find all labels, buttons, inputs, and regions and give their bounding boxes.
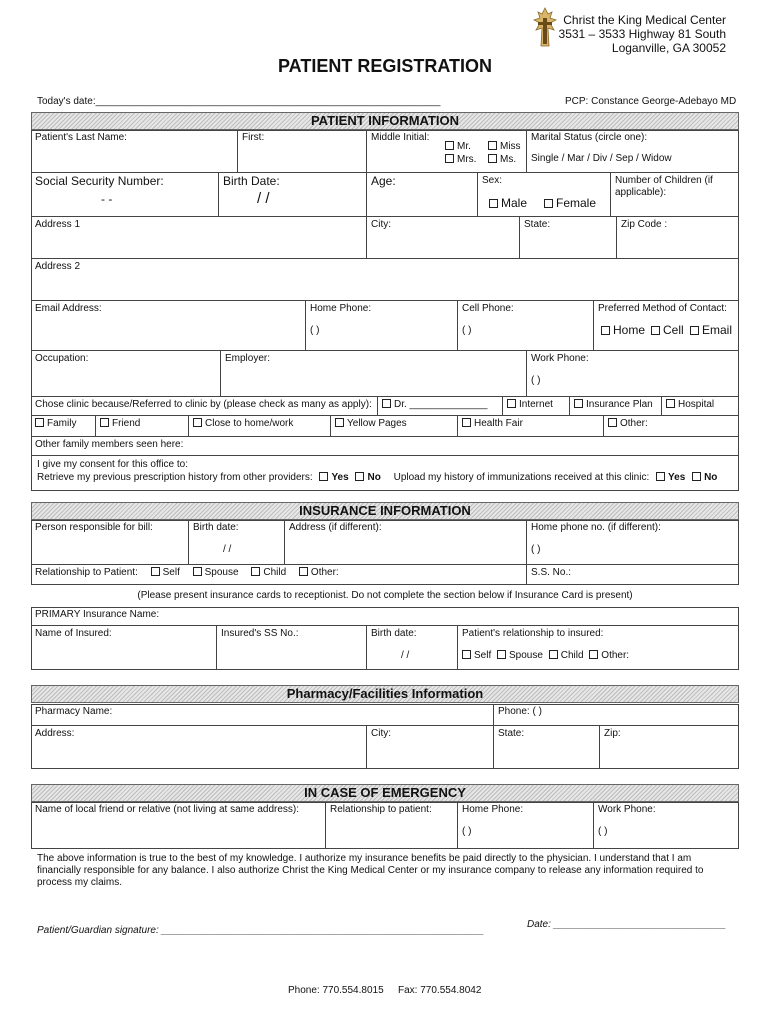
mrs-checkbox[interactable]: Mrs. bbox=[445, 154, 476, 165]
org-name: Christ the King Medical Center bbox=[563, 13, 726, 27]
home-phone-paren: ( ) bbox=[310, 325, 320, 336]
footer-fax: Fax: 770.554.8042 bbox=[398, 985, 482, 996]
ins-child-checkbox[interactable]: Child bbox=[549, 650, 584, 661]
emergency-home-phone-field[interactable] bbox=[458, 802, 594, 849]
checkbox-icon bbox=[497, 650, 506, 659]
checkbox-icon bbox=[193, 418, 202, 427]
referral-friend-checkbox[interactable]: Friend bbox=[96, 416, 189, 437]
emergency-work-phone-field[interactable] bbox=[594, 802, 739, 849]
ins-birth-date-label: Birth date: bbox=[193, 522, 239, 533]
state-field[interactable]: State: bbox=[520, 217, 617, 259]
ins-birth-date-field[interactable] bbox=[189, 520, 285, 565]
patient-info-heading: PATIENT INFORMATION bbox=[31, 112, 739, 130]
address1-field[interactable]: Address 1 bbox=[31, 217, 367, 259]
ins-other-checkbox[interactable]: Other: bbox=[589, 650, 629, 661]
emergency-name-field[interactable]: Name of local friend or relative (not living at same address): bbox=[31, 802, 326, 849]
upload-yes-checkbox[interactable]: Yes bbox=[656, 472, 685, 483]
middle-initial-field[interactable]: Middle Initial: bbox=[367, 130, 527, 173]
occupation-field[interactable]: Occupation: bbox=[31, 351, 221, 397]
mr-checkbox[interactable]: Mr. bbox=[445, 141, 471, 152]
referral-internet-checkbox[interactable]: Internet bbox=[503, 397, 570, 416]
checkbox-icon bbox=[193, 567, 202, 576]
referral-dr-checkbox[interactable]: Dr. ______________ bbox=[378, 397, 503, 416]
form-title: PATIENT REGISTRATION bbox=[278, 56, 492, 76]
female-checkbox[interactable]: Female bbox=[544, 196, 596, 210]
contact-cell-checkbox[interactable]: Cell bbox=[651, 323, 684, 337]
checkbox-icon bbox=[589, 650, 598, 659]
sex-field[interactable] bbox=[478, 173, 611, 217]
ins-self-checkbox[interactable]: Self bbox=[462, 650, 491, 661]
org-city: Loganville, GA 30052 bbox=[611, 41, 726, 55]
ins-home-phone-paren: ( ) bbox=[531, 544, 541, 555]
emergency-home-phone-paren: ( ) bbox=[462, 826, 472, 837]
pcp-label: PCP: Constance George-Adebayo MD bbox=[565, 96, 737, 107]
consent-prescription bbox=[37, 472, 717, 483]
checkbox-icon bbox=[319, 472, 328, 481]
cell-phone-label: Cell Phone: bbox=[462, 303, 514, 314]
checkbox-icon bbox=[488, 154, 497, 163]
footer-phone: Phone: 770.554.8015 bbox=[288, 985, 384, 996]
insured-birth-date-field[interactable] bbox=[367, 626, 458, 670]
checkbox-icon bbox=[445, 154, 454, 163]
checkbox-icon bbox=[692, 472, 701, 481]
emergency-work-phone-label: Work Phone: bbox=[598, 804, 656, 815]
checkbox-icon bbox=[355, 472, 364, 481]
ms-checkbox[interactable]: Ms. bbox=[488, 154, 516, 165]
ins-home-phone-field[interactable] bbox=[527, 520, 739, 565]
miss-checkbox[interactable]: Miss bbox=[488, 141, 521, 152]
primary-insurance-name-field[interactable]: PRIMARY Insurance Name: bbox=[31, 607, 739, 626]
insured-birth-date-label: Birth date: bbox=[371, 628, 417, 639]
name-insured-field[interactable]: Name of Insured: bbox=[31, 626, 217, 670]
zip-field[interactable]: Zip Code : bbox=[617, 217, 739, 259]
marital-options[interactable]: Single / Mar / Div / Sep / Widow bbox=[531, 153, 672, 164]
last-name-field[interactable]: Patient's Last Name: bbox=[31, 130, 238, 173]
work-phone-field[interactable] bbox=[527, 351, 739, 397]
age-field[interactable]: Age: bbox=[367, 173, 478, 217]
checkbox-icon bbox=[656, 472, 665, 481]
relationship-insured-field bbox=[458, 626, 739, 670]
emergency-work-phone-paren: ( ) bbox=[598, 826, 608, 837]
ssn-dashes: - - bbox=[101, 192, 113, 206]
cell-phone-field[interactable] bbox=[458, 301, 594, 351]
checkbox-icon bbox=[507, 399, 516, 408]
prescription-no-checkbox[interactable]: No bbox=[355, 472, 380, 483]
birth-date-label: Birth Date: bbox=[223, 174, 280, 188]
checkbox-icon bbox=[488, 141, 497, 150]
first-name-field[interactable]: First: bbox=[238, 130, 367, 173]
pharmacy-name-field[interactable]: Pharmacy Name: bbox=[31, 704, 494, 726]
ssn-field[interactable] bbox=[31, 173, 219, 217]
insurance-note: (Please present insurance cards to receptionist. Do not complete the section below if Insurance Card is present) bbox=[137, 590, 633, 601]
referral-close-checkbox[interactable]: Close to home/work bbox=[189, 416, 331, 437]
checkbox-icon bbox=[608, 418, 617, 427]
todays-date-field[interactable]: Today's date:______________________________________________________________ bbox=[37, 96, 441, 107]
city-field[interactable]: City: bbox=[367, 217, 520, 259]
pharmacy-phone-field[interactable]: Phone: ( ) bbox=[494, 704, 739, 726]
marital-status-field[interactable] bbox=[527, 130, 739, 173]
chose-clinic-label: Chose clinic because/Referred to clinic by (please check as many as apply): bbox=[31, 397, 378, 416]
logo bbox=[528, 6, 562, 50]
checkbox-icon bbox=[251, 567, 260, 576]
ins-home-phone-label: Home phone no. (if different): bbox=[531, 522, 661, 533]
sex-label: Sex: bbox=[482, 175, 503, 186]
other-family-field[interactable]: Other family members seen here: bbox=[31, 437, 739, 456]
home-phone-field[interactable] bbox=[306, 301, 458, 351]
insurance-heading: INSURANCE INFORMATION bbox=[31, 502, 739, 520]
insured-ssn-field[interactable]: Insured's SS No.: bbox=[217, 626, 367, 670]
emergency-home-phone-label: Home Phone: bbox=[462, 804, 524, 815]
authorization-statement: The above information is true to the best of my knowledge. I authorize my insurance benefits be paid directly to the physician. I understand that I am financially responsible for any balance. I also authorize Christ the King Medical Center or my insurance company to release any information required to process my claims. bbox=[37, 853, 704, 888]
ins-ssn-field[interactable]: S.S. No.: bbox=[527, 565, 739, 585]
email-field[interactable]: Email Address: bbox=[31, 301, 306, 351]
signature-field[interactable]: Patient/Guardian signature: __________________________________________________________ bbox=[37, 925, 485, 936]
marital-status-label: Marital Status (circle one): bbox=[531, 132, 648, 143]
employer-field[interactable]: Employer: bbox=[221, 351, 527, 397]
ins-birth-date-slashes: / / bbox=[223, 544, 232, 555]
home-phone-label: Home Phone: bbox=[310, 303, 372, 314]
rel-other-checkbox[interactable]: Other: bbox=[299, 567, 339, 578]
referral-other-checkbox[interactable]: Other: bbox=[604, 416, 739, 437]
emergency-heading: IN CASE OF EMERGENCY bbox=[31, 784, 739, 802]
cell-phone-paren: ( ) bbox=[462, 325, 472, 336]
address2-field[interactable]: Address 2 bbox=[31, 259, 739, 301]
relationship-field bbox=[31, 565, 527, 585]
pharmacy-heading: Pharmacy/Facilities Information bbox=[31, 685, 739, 703]
checkbox-icon bbox=[462, 418, 471, 427]
pharmacy-address-field[interactable]: Address: bbox=[31, 726, 367, 769]
checkbox-icon bbox=[445, 141, 454, 150]
pharmacy-state-field[interactable]: State: bbox=[494, 726, 600, 769]
responsible-field[interactable]: Person responsible for bill: bbox=[31, 520, 189, 565]
emergency-relationship-field[interactable]: Relationship to patient: bbox=[326, 802, 458, 849]
checkbox-icon bbox=[574, 399, 583, 408]
checkbox-icon bbox=[462, 650, 471, 659]
rel-child-checkbox[interactable]: Child bbox=[251, 567, 286, 578]
consent-prescription-label: Retrieve my previous prescription history from other providers: bbox=[37, 472, 313, 483]
checkbox-icon bbox=[489, 199, 498, 208]
rel-spouse-checkbox[interactable]: Spouse bbox=[193, 567, 239, 578]
upload-no-checkbox[interactable]: No bbox=[692, 472, 717, 483]
preferred-contact-label: Preferred Method of Contact: bbox=[598, 303, 727, 314]
checkbox-icon bbox=[549, 650, 558, 659]
contact-home-checkbox[interactable]: Home bbox=[601, 323, 645, 337]
ins-address-field[interactable]: Address (if different): bbox=[285, 520, 527, 565]
pharmacy-city-field[interactable]: City: bbox=[367, 726, 494, 769]
checkbox-icon bbox=[544, 199, 553, 208]
checkbox-icon bbox=[690, 326, 699, 335]
checkbox-icon bbox=[35, 418, 44, 427]
birth-date-slashes: / / bbox=[257, 190, 270, 207]
checkbox-icon bbox=[299, 567, 308, 576]
contact-email-checkbox[interactable]: Email bbox=[690, 323, 732, 337]
birth-date-field[interactable] bbox=[219, 173, 367, 217]
ssn-label: Social Security Number: bbox=[35, 174, 164, 188]
prescription-yes-checkbox[interactable]: Yes bbox=[319, 472, 348, 483]
checkbox-icon bbox=[335, 418, 344, 427]
referral-family-checkbox[interactable]: Family bbox=[31, 416, 96, 437]
checkbox-icon bbox=[382, 399, 391, 408]
work-phone-label: Work Phone: bbox=[531, 353, 589, 364]
referral-yellow-pages-checkbox[interactable]: Yellow Pages bbox=[331, 416, 458, 437]
ins-spouse-checkbox[interactable]: Spouse bbox=[497, 650, 543, 661]
rel-self-checkbox[interactable]: Self bbox=[151, 567, 180, 578]
upload-history-label: Upload my history of immunizations received at this clinic: bbox=[393, 472, 650, 483]
checkbox-icon bbox=[100, 418, 109, 427]
work-phone-paren: ( ) bbox=[531, 375, 541, 386]
org-address: 3531 – 3533 Highway 81 South bbox=[558, 27, 726, 41]
consent-intro: I give my consent for this office to: bbox=[37, 459, 188, 470]
date-field[interactable]: Date: _______________________________ bbox=[527, 919, 727, 930]
insured-birth-date-slashes: / / bbox=[401, 650, 410, 661]
children-field[interactable]: Number of Children (if applicable): bbox=[611, 173, 739, 217]
male-checkbox[interactable]: Male bbox=[489, 196, 527, 210]
referral-health-fair-checkbox[interactable]: Health Fair bbox=[458, 416, 604, 437]
checkbox-icon bbox=[666, 399, 675, 408]
pharmacy-zip-field[interactable]: Zip: bbox=[600, 726, 739, 769]
org-header bbox=[559, 13, 726, 55]
relationship-insured-label: Patient's relationship to insured: bbox=[462, 628, 604, 639]
checkbox-icon bbox=[601, 326, 610, 335]
checkbox-icon bbox=[651, 326, 660, 335]
relationship-label: Relationship to Patient: bbox=[35, 567, 138, 578]
checkbox-icon bbox=[151, 567, 160, 576]
referral-insurance-plan-checkbox[interactable]: Insurance Plan bbox=[570, 397, 662, 416]
referral-hospital-checkbox[interactable]: Hospital bbox=[662, 397, 739, 416]
